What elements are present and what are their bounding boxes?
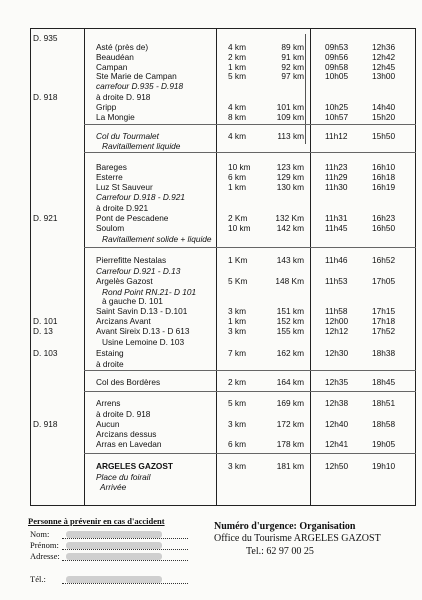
time-slow: 17h05 xyxy=(372,276,396,286)
segment-distance: 1 km xyxy=(228,316,246,326)
place-label: Ravitaillement liquide xyxy=(102,141,181,151)
road-number: D. 918 xyxy=(33,92,58,102)
cumulative-distance: 148 Km xyxy=(275,276,304,286)
time-slow: 12h45 xyxy=(372,62,396,72)
segment-distance: 10 km xyxy=(228,162,251,172)
contact-field-label: Nom: xyxy=(30,529,50,539)
contact-title: Personne à prévenir en cas d'accident xyxy=(28,516,165,526)
place-label: Ste Marie de Campan xyxy=(96,71,177,81)
place-label: Carrefour D.921 - D.13 xyxy=(96,266,181,276)
time-slow: 12h42 xyxy=(372,52,396,62)
row-divider xyxy=(84,391,416,392)
place-label: Pont de Pescadene xyxy=(96,213,169,223)
place-label: Arcizans Avant xyxy=(96,316,151,326)
segment-distance: 8 km xyxy=(228,112,246,122)
row-divider xyxy=(84,124,416,125)
time-slow: 15h20 xyxy=(372,112,396,122)
time-fast: 12h30 xyxy=(325,348,349,358)
time-fast: 12h12 xyxy=(325,326,349,336)
place-label: Arcizans dessus xyxy=(96,429,157,439)
time-slow: 16h18 xyxy=(372,172,396,182)
contact-field-line[interactable] xyxy=(62,538,188,539)
cumulative-distance: 169 km xyxy=(276,398,304,408)
place-label: Saint Savin D.13 - D.101 xyxy=(96,306,188,316)
place-label: Argelès Gazost xyxy=(96,276,153,286)
place-label: Place du foirail xyxy=(96,472,151,482)
place-label: Aucun xyxy=(96,419,120,429)
urgence-title: Numéro d'urgence: Organisation xyxy=(214,521,356,532)
segment-distance: 4 km xyxy=(228,131,246,141)
time-slow: 15h50 xyxy=(372,131,396,141)
time-fast: 11h58 xyxy=(325,306,348,316)
cumulative-distance: 89 km xyxy=(281,42,304,52)
road-number: D. 935 xyxy=(33,33,58,43)
cumulative-distance: 130 km xyxy=(276,182,304,192)
segment-distance: 2 Km xyxy=(228,213,248,223)
time-fast: 11h12 xyxy=(325,131,348,141)
column-divider-road xyxy=(84,28,85,506)
time-fast: 12h50 xyxy=(325,461,349,471)
segment-distance: 4 km xyxy=(228,102,246,112)
place-label: à droite xyxy=(96,359,124,369)
place-label: Pierrefitte Nestalas xyxy=(96,255,167,265)
time-fast: 11h31 xyxy=(325,213,348,223)
redacted-value xyxy=(66,531,162,538)
place-label: Bareges xyxy=(96,162,127,172)
column-divider-partial xyxy=(305,34,306,144)
time-fast: 09h58 xyxy=(325,62,349,72)
time-fast: 10h25 xyxy=(325,102,349,112)
time-slow: 13h00 xyxy=(372,71,396,81)
time-slow: 17h52 xyxy=(372,326,396,336)
place-label: La Mongie xyxy=(96,112,135,122)
time-slow: 16h23 xyxy=(372,213,396,223)
segment-distance: 2 km xyxy=(228,377,246,387)
place-label: Arrivée xyxy=(100,482,127,492)
time-slow: 16h52 xyxy=(372,255,396,265)
place-label: à gauche D. 101 xyxy=(102,296,163,306)
cumulative-distance: 101 km xyxy=(276,102,304,112)
cumulative-distance: 143 km xyxy=(276,255,304,265)
place-label: Avant Sireix D.13 - D 613 xyxy=(96,326,190,336)
time-fast: 09h56 xyxy=(325,52,349,62)
time-slow: 18h51 xyxy=(372,398,396,408)
segment-distance: 3 km xyxy=(228,326,246,336)
time-fast: 12h00 xyxy=(325,316,349,326)
row-divider xyxy=(84,247,416,248)
segment-distance: 1 km xyxy=(228,182,246,192)
place-label: Ravitaillement solide + liquide xyxy=(102,234,212,244)
place-label: Beaudéan xyxy=(96,52,134,62)
place-label: ARGELES GAZOST xyxy=(96,461,173,471)
road-number: D. 101 xyxy=(33,316,58,326)
segment-distance: 6 km xyxy=(228,439,246,449)
time-slow: 17h18 xyxy=(372,316,396,326)
cumulative-distance: 162 km xyxy=(276,348,304,358)
place-label: Campan xyxy=(96,62,128,72)
place-label: à droite D.921 xyxy=(96,203,149,213)
cumulative-distance: 142 km xyxy=(276,223,304,233)
road-number: D. 918 xyxy=(33,419,58,429)
row-divider xyxy=(84,453,416,454)
contact-field-line[interactable] xyxy=(62,583,188,584)
column-divider-place xyxy=(216,28,217,506)
time-slow: 12h36 xyxy=(372,42,396,52)
place-label: Arrens xyxy=(96,398,121,408)
time-fast: 11h46 xyxy=(325,255,348,265)
cumulative-distance: 164 km xyxy=(276,377,304,387)
redacted-value xyxy=(66,542,162,549)
place-label: Soulom xyxy=(96,223,125,233)
road-number: D. 921 xyxy=(33,213,58,223)
road-number: D. 103 xyxy=(33,348,58,358)
time-slow: 18h58 xyxy=(372,419,396,429)
time-fast: 12h35 xyxy=(325,377,349,387)
segment-distance: 1 Km xyxy=(228,255,248,265)
urgence-phone: Tel.: 62 97 00 25 xyxy=(246,546,314,557)
time-fast: 12h41 xyxy=(325,439,349,449)
place-label: Luz St Sauveur xyxy=(96,182,153,192)
time-fast: 11h29 xyxy=(325,172,348,182)
contact-field-label: Tél.: xyxy=(30,574,46,584)
time-slow: 16h50 xyxy=(372,223,396,233)
segment-distance: 3 km xyxy=(228,461,246,471)
cumulative-distance: 92 km xyxy=(281,62,304,72)
contact-field-line[interactable] xyxy=(62,549,188,550)
segment-distance: 7 km xyxy=(228,348,246,358)
time-slow: 18h38 xyxy=(372,348,396,358)
time-fast: 12h40 xyxy=(325,419,349,429)
time-slow: 17h15 xyxy=(372,306,396,316)
cumulative-distance: 97 km xyxy=(281,71,304,81)
cumulative-distance: 129 km xyxy=(276,172,304,182)
time-slow: 19h10 xyxy=(372,461,396,471)
place-label: à droite D. 918 xyxy=(96,409,151,419)
row-divider xyxy=(84,152,416,153)
time-fast: 09h53 xyxy=(325,42,349,52)
place-label: Col des Bordères xyxy=(96,377,161,387)
place-label: Usine Lemoine D. 103 xyxy=(102,337,185,347)
place-label: Carrefour D.918 - D.921 xyxy=(96,192,186,202)
time-fast: 10h57 xyxy=(325,112,349,122)
place-label: carrefour D.935 - D.918 xyxy=(96,81,184,91)
place-label: Asté (près de) xyxy=(96,42,149,52)
cumulative-distance: 132 Km xyxy=(275,213,304,223)
place-label: Esterre xyxy=(96,172,123,182)
time-fast: 11h45 xyxy=(325,223,348,233)
redacted-value xyxy=(66,576,162,583)
segment-distance: 5 Km xyxy=(228,276,248,286)
place-label: Estaing xyxy=(96,348,124,358)
cumulative-distance: 113 km xyxy=(277,131,304,141)
segment-distance: 5 km xyxy=(228,71,246,81)
segment-distance: 2 km xyxy=(228,52,246,62)
time-fast: 11h53 xyxy=(325,276,348,286)
time-fast: 12h38 xyxy=(325,398,349,408)
cumulative-distance: 152 km xyxy=(276,316,304,326)
place-label: Rond Point RN.21- D 101 xyxy=(102,287,197,297)
cumulative-distance: 178 km xyxy=(276,439,304,449)
time-fast: 11h23 xyxy=(325,162,348,172)
contact-field-label: Prénom: xyxy=(30,540,59,550)
contact-field-line[interactable] xyxy=(62,560,188,561)
cumulative-distance: 91 km xyxy=(281,52,304,62)
place-label: Gripp xyxy=(96,102,117,112)
place-label: à droite D. 918 xyxy=(96,92,151,102)
time-slow: 19h05 xyxy=(372,439,396,449)
cumulative-distance: 123 km xyxy=(276,162,304,172)
time-slow: 16h10 xyxy=(372,162,396,172)
time-slow: 16h19 xyxy=(372,182,396,192)
column-divider-distance xyxy=(310,28,311,506)
segment-distance: 10 km xyxy=(228,223,251,233)
contact-field-label: Adresse: xyxy=(30,551,60,561)
segment-distance: 6 km xyxy=(228,172,246,182)
cumulative-distance: 181 km xyxy=(276,461,304,471)
cumulative-distance: 109 km xyxy=(276,112,304,122)
time-fast: 11h30 xyxy=(325,182,348,192)
segment-distance: 1 km xyxy=(228,62,246,72)
segment-distance: 4 km xyxy=(228,42,246,52)
segment-distance: 5 km xyxy=(228,398,246,408)
time-fast: 10h05 xyxy=(325,71,349,81)
cumulative-distance: 155 km xyxy=(276,326,304,336)
cumulative-distance: 172 km xyxy=(276,419,304,429)
segment-distance: 3 km xyxy=(228,419,246,429)
place-label: Arras en Lavedan xyxy=(96,439,162,449)
cumulative-distance: 151 km xyxy=(276,306,304,316)
redacted-value xyxy=(66,553,162,560)
time-slow: 14h40 xyxy=(372,102,396,112)
segment-distance: 3 km xyxy=(228,306,246,316)
road-number: D. 13 xyxy=(33,326,53,336)
time-slow: 18h45 xyxy=(372,377,396,387)
urgence-organisation: Office du Tourisme ARGELES GAZOST xyxy=(214,533,381,544)
row-divider xyxy=(84,370,416,371)
table-frame xyxy=(30,28,416,506)
place-label: Col du Tourmalet xyxy=(96,131,159,141)
